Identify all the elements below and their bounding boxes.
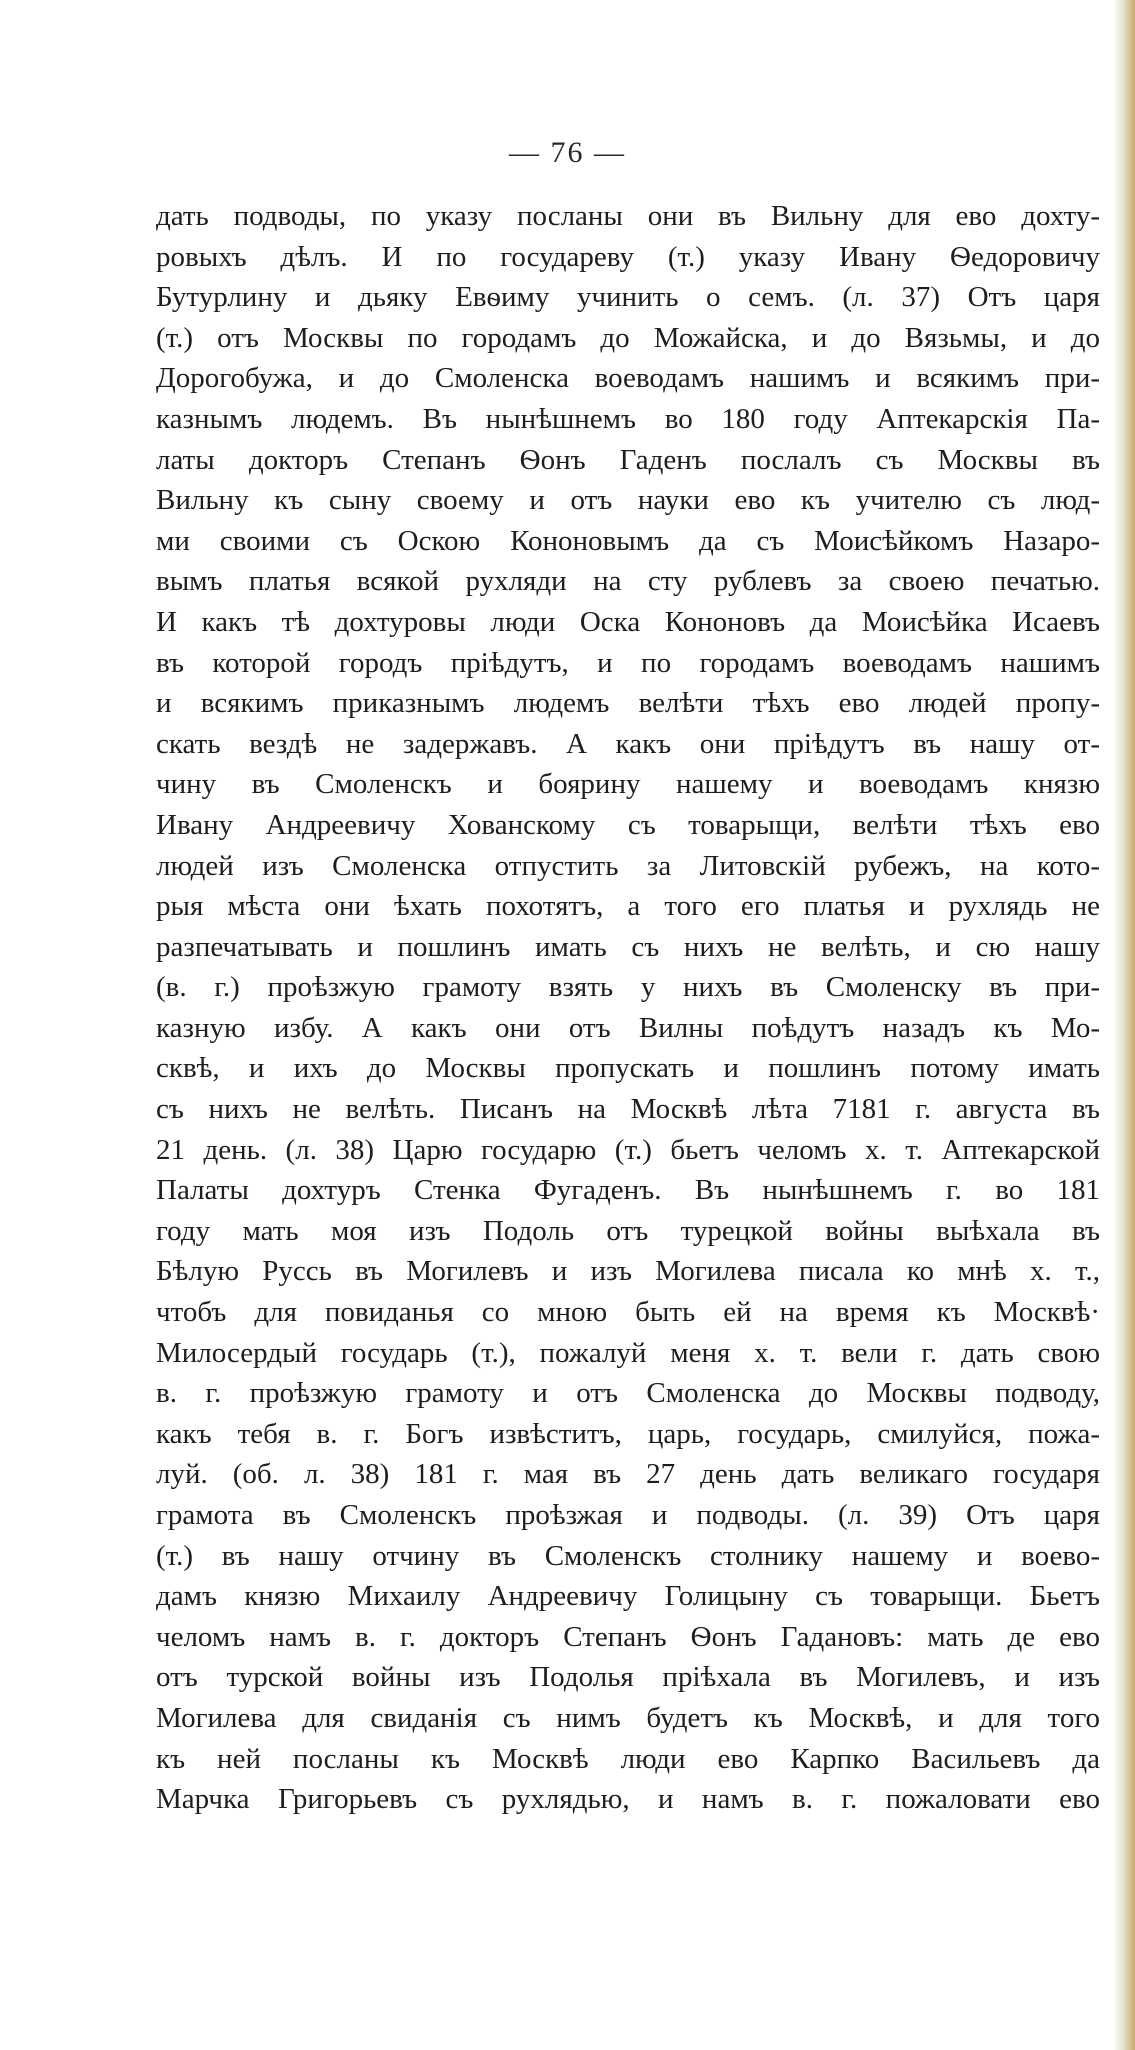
text-line: чтобъ для повиданья со мною быть ей на время къ Москвѣ·: [156, 1296, 1100, 1329]
text-line: скать вездѣ не задержавъ. А какъ они пріѣдутъ въ нашу от-: [156, 727, 1100, 760]
text-line: и всякимъ приказнымъ людемъ велѣти тѣхъ ево людей пропу-: [156, 687, 1100, 720]
text-line: Бутурлину и дьяку Евѳиму учинить о семъ. (л. 37) Отъ царя: [156, 281, 1100, 314]
text-line: (т.) въ нашу отчину въ Смоленскъ столнику нашему и воево-: [156, 1539, 1100, 1572]
text-line: отъ турской войны изъ Подолья пріѣхала въ Могилевъ, и изъ: [156, 1661, 1100, 1694]
text-line: ровыхъ дѣлъ. И по государеву (т.) указу Ивану Ѳедоровичу: [156, 240, 1100, 273]
text-line: дамъ князю Михаилу Андреевичу Голицыну съ товарыщи. Бьетъ: [156, 1580, 1100, 1613]
text-line: людей изъ Смоленска отпустить за Литовскій рубежъ, на кото-: [156, 849, 1100, 882]
text-line: сквѣ, и ихъ до Москвы пропускать и пошлинъ потому имать: [156, 1052, 1100, 1085]
text-line: Бѣлую Руссь въ Могилевъ и изъ Могилева писала ко мнѣ х. т.,: [156, 1255, 1100, 1288]
text-line: рыя мѣста они ѣхать похотятъ, а того его платья и рухлядь не: [156, 890, 1100, 923]
page-edge-shadow: [1113, 0, 1135, 2050]
text-line: въ которой городъ пріѣдутъ, и по городамъ воеводамъ нашимъ: [156, 646, 1100, 679]
text-line: грамота въ Смоленскъ проѣзжая и подводы. (л. 39) Отъ царя: [156, 1499, 1100, 1531]
text-line: Милосердый государь (т.), пожалуй меня х. т. вели г. дать свою: [156, 1336, 1100, 1369]
page-number: — 76 —: [509, 136, 626, 169]
text-line: Ивану Андреевичу Хованскому съ товарыщи, велѣти тѣхъ ево: [156, 808, 1100, 841]
text-line: чину въ Смоленскъ и боярину нашему и воеводамъ князю: [156, 768, 1100, 801]
text-line: Вильну къ сыну своему и отъ науки ево къ учителю съ люд-: [156, 484, 1100, 517]
text-line: (в. г.) проѣзжую грамоту взять у нихъ въ Смоленску въ при-: [156, 971, 1100, 1004]
text-line: челомъ намъ в. г. докторъ Степанъ Ѳонъ Гадановъ: мать де ево: [156, 1620, 1100, 1653]
text-line: в. г. проѣзжую грамоту и отъ Смоленска до Москвы подводу,: [156, 1377, 1100, 1410]
text-line: (т.) отъ Москвы по городамъ до Можайска, и до Вязьмы, и до: [156, 321, 1100, 354]
text-line: Могилева для свиданія съ нимъ будетъ къ Москвѣ, и для того: [156, 1701, 1100, 1734]
text-line: разпечатывать и пошлинъ имать съ нихъ не велѣть, и сю нашу: [156, 930, 1100, 963]
text-line: луй. (об. л. 38) 181 г. мая въ 27 день дать великаго государя: [156, 1458, 1100, 1491]
text-line: ми своими съ Оскою Кононовымъ да съ Моисѣйкомъ Назаро-: [156, 524, 1100, 557]
text-line: къ ней посланы къ Москвѣ люди ево Карпко Васильевъ да: [156, 1742, 1100, 1775]
text-line: Палаты дохтуръ Стенка Фугаденъ. Въ нынѣшнемъ г. во 181: [156, 1174, 1100, 1207]
text-line: вымъ платья всякой рухляди на сту рублевъ за своею печатью.: [156, 565, 1100, 598]
text-line: казную избу. А какъ они отъ Вилны поѣдутъ назадъ къ Мо-: [156, 1011, 1100, 1044]
text-line: съ нихъ не велѣть. Писанъ на Москвѣ лѣта 7181 г. августа въ: [156, 1093, 1100, 1126]
body-text: [156, 196, 1100, 1820]
text-line: году мать моя изъ Подоль отъ турецкой войны выѣхала въ: [156, 1214, 1100, 1247]
text-line: И какъ тѣ дохтуровы люди Оска Кононовъ да Моисѣйка Исаевъ: [156, 605, 1100, 638]
text-line: какъ тебя в. г. Богъ извѣститъ, царь, государь, смилуйся, пожа-: [156, 1417, 1100, 1450]
text-line: Марчка Григорьевъ съ рухлядью, и намъ в. г. пожаловати ево: [156, 1783, 1100, 1816]
text-line: Дорогобужа, и до Смоленска воеводамъ нашимъ и всякимъ при-: [156, 362, 1100, 395]
text-line: казнымъ людемъ. Въ нынѣшнемъ во 180 году Аптекарскія Па-: [156, 402, 1100, 435]
text-line: 21 день. (л. 38) Царю государю (т.) бьетъ челомъ х. т. Аптекарской: [156, 1133, 1100, 1166]
text-line: латы докторъ Степанъ Ѳонъ Гаденъ послалъ съ Москвы въ: [156, 443, 1100, 476]
text-line: дать подводы, по указу посланы они въ Вильну для ево дохту-: [156, 200, 1100, 232]
